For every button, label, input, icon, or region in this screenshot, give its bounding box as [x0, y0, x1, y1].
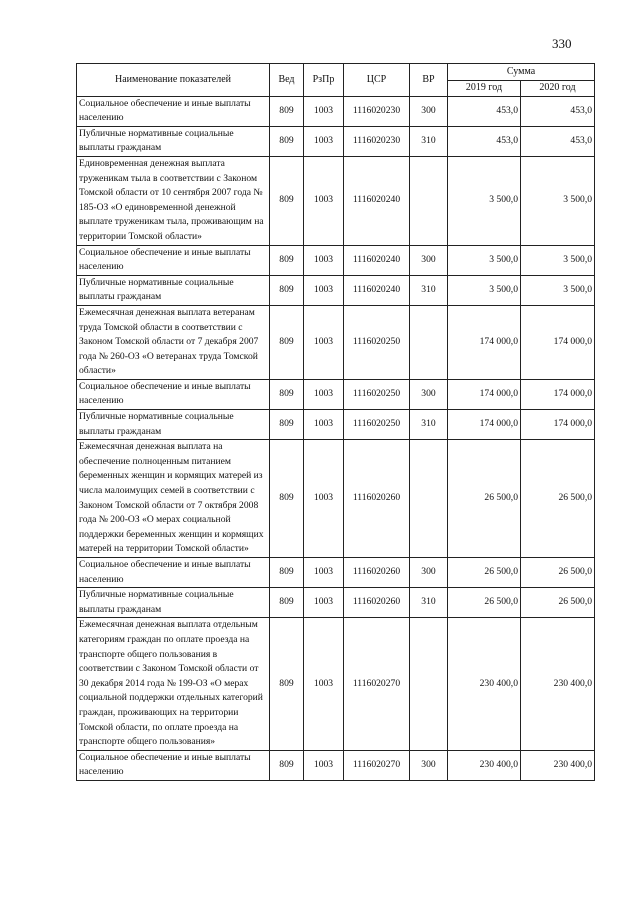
row-name: Ежемесячная денежная выплата отдельным категориям граждан по оплате проезда на транспорте общего пользования в соответствии с Законом Томской области от 30 декабря 2014 года № 199-ОЗ «О мерах социальной поддержки отдельных категорий граждан, проживающих на территории Томской области, по оплате проезда на транспорте общего пользования» — [77, 618, 270, 750]
row-sum-2019: 3 500,0 — [448, 275, 521, 305]
row-csr: 1116020260 — [344, 588, 410, 618]
row-rzpr: 1003 — [304, 96, 344, 126]
row-sum-2020: 3 500,0 — [521, 245, 595, 275]
row-csr: 1116020250 — [344, 305, 410, 379]
row-sum-2019: 26 500,0 — [448, 558, 521, 588]
row-vr — [410, 440, 448, 558]
row-csr: 1116020270 — [344, 618, 410, 750]
row-sum-2020: 3 500,0 — [521, 156, 595, 245]
row-csr: 1116020260 — [344, 440, 410, 558]
table-row — [77, 275, 595, 305]
header-year-2019: 2019 год — [448, 81, 521, 97]
row-csr: 1116020230 — [344, 96, 410, 126]
row-sum-2019: 3 500,0 — [448, 156, 521, 245]
table-row — [77, 96, 595, 126]
row-csr: 1116020250 — [344, 379, 410, 409]
row-name: Единовременная денежная выплата труженикам тыла в соответствии с Законом Томской области от 10 сентября 2007 года № 185-ОЗ «О единовременной денежной выплате труженикам тыла, проживающим на территории Томской области» — [77, 156, 270, 245]
row-sum-2019: 453,0 — [448, 96, 521, 126]
row-rzpr: 1003 — [304, 588, 344, 618]
row-sum-2020: 230 400,0 — [521, 618, 595, 750]
table-row — [77, 440, 595, 558]
table-row — [77, 558, 595, 588]
row-ved: 809 — [270, 305, 304, 379]
header-csr: ЦСР — [344, 64, 410, 97]
row-rzpr: 1003 — [304, 305, 344, 379]
row-sum-2020: 174 000,0 — [521, 305, 595, 379]
row-vr — [410, 618, 448, 750]
row-rzpr: 1003 — [304, 156, 344, 245]
table-row — [77, 126, 595, 156]
table-row — [77, 156, 595, 245]
row-vr: 300 — [410, 558, 448, 588]
row-ved: 809 — [270, 618, 304, 750]
table-header — [77, 64, 595, 97]
table-row — [77, 245, 595, 275]
page-number: 330 — [552, 36, 572, 51]
row-csr: 1116020240 — [344, 156, 410, 245]
row-sum-2019: 230 400,0 — [448, 750, 521, 780]
row-sum-2019: 3 500,0 — [448, 245, 521, 275]
row-csr: 1116020240 — [344, 245, 410, 275]
row-name: Социальное обеспечение и иные выплаты населению — [77, 558, 270, 588]
row-ved: 809 — [270, 245, 304, 275]
row-csr: 1116020230 — [344, 126, 410, 156]
row-rzpr: 1003 — [304, 126, 344, 156]
row-sum-2020: 230 400,0 — [521, 750, 595, 780]
row-sum-2020: 453,0 — [521, 96, 595, 126]
row-rzpr: 1003 — [304, 750, 344, 780]
row-vr: 300 — [410, 245, 448, 275]
row-vr — [410, 156, 448, 245]
header-vr: ВР — [410, 64, 448, 97]
table-body — [77, 96, 595, 780]
row-sum-2019: 230 400,0 — [448, 618, 521, 750]
row-csr: 1116020240 — [344, 275, 410, 305]
row-name: Ежемесячная денежная выплата ветеранам труда Томской области в соответствии с Законом Томской области от 7 декабря 2007 года № 260-ОЗ «О ветеранах труда Томской области» — [77, 305, 270, 379]
row-sum-2019: 453,0 — [448, 126, 521, 156]
header-sum: Сумма — [448, 64, 595, 81]
row-sum-2020: 453,0 — [521, 126, 595, 156]
row-rzpr: 1003 — [304, 558, 344, 588]
row-name: Публичные нормативные социальные выплаты гражданам — [77, 126, 270, 156]
row-rzpr: 1003 — [304, 410, 344, 440]
row-rzpr: 1003 — [304, 618, 344, 750]
row-vr: 300 — [410, 379, 448, 409]
table-row — [77, 305, 595, 379]
row-name: Социальное обеспечение и иные выплаты населению — [77, 245, 270, 275]
header-name: Наименование показателей — [77, 64, 270, 97]
row-name: Ежемесячная денежная выплата на обеспечение полноценным питанием беременных женщин и кормящих матерей из числа малоимущих семей в соответствии с Законом Томской области от 7 октября 2008 года № 200-ОЗ «О мерах социальной поддержки беременных женщин и кормящих матерей на территории Томской области» — [77, 440, 270, 558]
row-sum-2020: 174 000,0 — [521, 410, 595, 440]
row-vr: 310 — [410, 275, 448, 305]
row-name: Социальное обеспечение и иные выплаты населению — [77, 96, 270, 126]
row-name: Социальное обеспечение и иные выплаты населению — [77, 750, 270, 780]
row-sum-2019: 26 500,0 — [448, 440, 521, 558]
table-row — [77, 379, 595, 409]
table-row — [77, 588, 595, 618]
row-csr: 1116020250 — [344, 410, 410, 440]
row-vr: 310 — [410, 410, 448, 440]
row-name: Социальное обеспечение и иные выплаты населению — [77, 379, 270, 409]
row-ved: 809 — [270, 588, 304, 618]
budget-table — [76, 63, 595, 781]
row-ved: 809 — [270, 440, 304, 558]
row-csr: 1116020270 — [344, 750, 410, 780]
row-sum-2020: 26 500,0 — [521, 588, 595, 618]
row-vr: 310 — [410, 126, 448, 156]
row-sum-2019: 26 500,0 — [448, 588, 521, 618]
row-sum-2019: 174 000,0 — [448, 379, 521, 409]
row-ved: 809 — [270, 156, 304, 245]
table-row — [77, 410, 595, 440]
row-ved: 809 — [270, 750, 304, 780]
row-rzpr: 1003 — [304, 440, 344, 558]
row-ved: 809 — [270, 379, 304, 409]
row-ved: 809 — [270, 126, 304, 156]
row-csr: 1116020260 — [344, 558, 410, 588]
row-name: Публичные нормативные социальные выплаты гражданам — [77, 275, 270, 305]
row-ved: 809 — [270, 96, 304, 126]
header-ved: Вед — [270, 64, 304, 97]
row-sum-2019: 174 000,0 — [448, 410, 521, 440]
row-rzpr: 1003 — [304, 275, 344, 305]
row-vr: 310 — [410, 588, 448, 618]
row-sum-2020: 174 000,0 — [521, 379, 595, 409]
row-sum-2020: 26 500,0 — [521, 558, 595, 588]
row-name: Публичные нормативные социальные выплаты гражданам — [77, 588, 270, 618]
row-ved: 809 — [270, 558, 304, 588]
row-ved: 809 — [270, 275, 304, 305]
header-year-2020: 2020 год — [521, 81, 595, 97]
row-sum-2019: 174 000,0 — [448, 305, 521, 379]
row-ved: 809 — [270, 410, 304, 440]
row-rzpr: 1003 — [304, 379, 344, 409]
row-sum-2020: 26 500,0 — [521, 440, 595, 558]
table-row — [77, 750, 595, 780]
table-row — [77, 618, 595, 750]
row-vr: 300 — [410, 750, 448, 780]
header-rzpr: РзПр — [304, 64, 344, 97]
row-rzpr: 1003 — [304, 245, 344, 275]
row-vr: 300 — [410, 96, 448, 126]
row-name: Публичные нормативные социальные выплаты гражданам — [77, 410, 270, 440]
row-sum-2020: 3 500,0 — [521, 275, 595, 305]
row-vr — [410, 305, 448, 379]
